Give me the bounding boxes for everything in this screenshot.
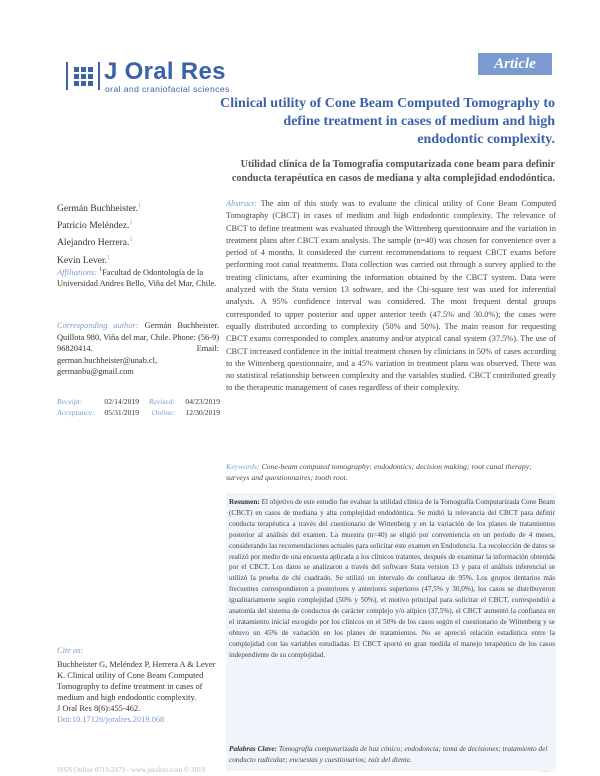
keywords bbox=[226, 461, 556, 483]
author: Kevin Lever.$^1$ bbox=[57, 254, 111, 266]
resumen bbox=[229, 497, 555, 661]
cite-label: Cite as: bbox=[57, 646, 84, 655]
author: Germán Buchheister.$^1$ bbox=[57, 203, 141, 215]
online-label: Online: bbox=[151, 407, 175, 417]
keywords-label: Keywords: bbox=[226, 462, 260, 471]
palabras-text: Tomografía computarizada de haz cónico; endodoncia; toma de decisiones; tratamiento del conducto radicular; encuestas y cuestionarios; raíz del diente. bbox=[229, 744, 548, 764]
palabras-label: Palabras Clave: bbox=[229, 744, 278, 753]
article-type-badge: Article bbox=[478, 53, 552, 75]
resumen-text: El objetivo de este estudio fue evaluar la utilidad clínica de la Tomografía Computarizada Cone Beam (CBCT) en casos de mediana y alta complejidad endodóntica. Se midió la relevancia del CBCT para definir conducta terapéutica a través del cuestionario de Wittenberg y en la variación de los planes de tratamientos posterior al análisis del examen. La muestra (n=40) se eligió por conveniencia en un período de 4 meses, considerando las recomendaciones actuales para solicitar este examen en Endodoncia. La recolección de datos se realizó por medio de una encuesta aplicada a los clínicos tratantes, después de examinar la información obtenida por el CBCT. Los datos se analizaron a través del software Stata version 13 y para el análisis inferencial se utilizó la prueba de chi cuadrado. Se utilizó un intervalo de confianza de 95%. Los grupos dentarios más frecuentes correspondieron a posteriores y anteriores superiores (47,5% y 30,0%), los casos se distribuyeron igualitariamente según complejidad (50% y 50%), el motivo principal para solicitar el CBCT, correspondió a anatomía del sistema de conductos de carácter complejo y/o atípico (37,5%), el CBCT aumentó la confianza en el tratamiento inicial escogido por los clínicos en el 50% de los casos según el cuestionario de Wittenberg y se obtuvo un 45% de variación en los planes de tratamientos. No se apreció relación estadística entre la complejidad con las variables estudiadas. El CBCT aportó en gran medida el manejo terapéutico de los casos independiente de su complejidad. bbox=[229, 498, 556, 659]
affiliations: Affiliations: $^1$Facultad de Odontología de la Universidad Andres Bello, Viña del Mar, Chile. bbox=[57, 267, 217, 289]
cite-doi[interactable]: Doi:10.17126/joralres.2019.068 bbox=[57, 715, 165, 724]
resumen-label: Resumen: bbox=[229, 498, 260, 506]
paper-title: Clinical utility of Cone Beam Computed Tomography to define treatment in cases of medium and high endodontic complexity. bbox=[220, 96, 555, 147]
affiliations-label: Affiliations: bbox=[57, 267, 98, 277]
corresponding-label: Corresponding author: bbox=[57, 321, 139, 330]
abstract-text: The aim of this study was to evaluate the clinical utility of Cone Beam Computed Tomography (CBCT) in cases of medium and high endodontic complexity. The relevance of CBCT to define treatment was evaluated through the Wittenberg questionnaire and the variation in treatment plans after CBCT exam analysis. The sample (n=40) was chosen for convenience over a period of 4 months. It considered the current recommendations to request CBCT exams before performing root canal treatments. Data collection was carried out through a survey applied to the treating clinicians, after examining the information obtained by the CBCT system. Data were analyzed with the Stata version 13 software, and the Chi-square test was used for inferential analysis. A 95% confidence interval was considered. The most frequent dental groups corresponded to upper posterior and upper anterior teeth (47.5% and 30.0%); the cases were equally distributed according to complexity (50% and 50%). The main reason for requesting CBCT exams corresponded to complex anatomy and/or atypical canal system (37.5%). The use of CBCT increased confidence in the initial treatment chosen by clinicians in 50% of cases according to the Wittenberg questionnaire, and a 45% variation in treatment plans was observed. There was no statistical relationship between complexity and the variables studied. CBCT contributed greatly to the therapeutic management of cases regardless of their complexity. bbox=[226, 199, 556, 393]
corresponding-author bbox=[57, 320, 219, 378]
journal-name: J Oral Res bbox=[104, 58, 226, 85]
cite-text: Buchheister G, Meléndez P, Herrera A & Lever K. Clinical utility of Cone Beam Computed Tomography to define treatment in cases of medium and high endodontic complexity. bbox=[57, 660, 216, 702]
cite-ref: J Oral Res 8(6):455-462. bbox=[57, 704, 141, 713]
acceptance-date: 05/31/2019 bbox=[104, 407, 139, 417]
revised-label: Revised: bbox=[148, 397, 175, 406]
abstract bbox=[226, 198, 556, 395]
palabras-clave bbox=[229, 744, 555, 765]
author-list bbox=[57, 199, 141, 268]
abstract-label: Abstract: bbox=[226, 199, 257, 208]
dates-block bbox=[57, 397, 222, 418]
author: Patricio Meléndez.$^1$ bbox=[57, 220, 133, 232]
corresponding-text: Germán Buchheister. Quillota 980, Viña del mar, Chile. Phone: (56-9) 96820414. Email: german.buchheister@unab.cl, germanbu@gmail.com bbox=[57, 321, 219, 376]
revised-date: 04/23/2019 bbox=[185, 397, 220, 406]
affiliations-text: Facultad de Odontología de la Universidad Andres Bello, Viña del Mar, Chile. bbox=[57, 267, 217, 289]
online-date: 12/30/2019 bbox=[185, 407, 220, 417]
receipt-date: 02/14/2019 bbox=[104, 397, 139, 406]
logo-icon bbox=[74, 67, 94, 85]
cite-as bbox=[57, 645, 223, 725]
author: Alejandro Herrera.$^1$ bbox=[57, 237, 133, 249]
keywords-text: Cone-beam computed tomography; endodontics; decision making; root canal therapy; surveys and questionnaires; tooth root. bbox=[226, 462, 532, 482]
footer-issn: ISSN Online 0719-2479 - www.joralres.com © 2019 bbox=[57, 766, 205, 774]
paper-subtitle: Utilidad clínica de la Tomografía computarizada cone beam para definir conducta terapéutica en casos de mediana y alta complejidad endodóntica. bbox=[231, 159, 555, 184]
receipt-label: Receipt: bbox=[57, 397, 83, 406]
journal-subtitle: oral and craniofacial sciences bbox=[105, 84, 230, 94]
acceptance-label: Acceptance: bbox=[57, 407, 95, 417]
